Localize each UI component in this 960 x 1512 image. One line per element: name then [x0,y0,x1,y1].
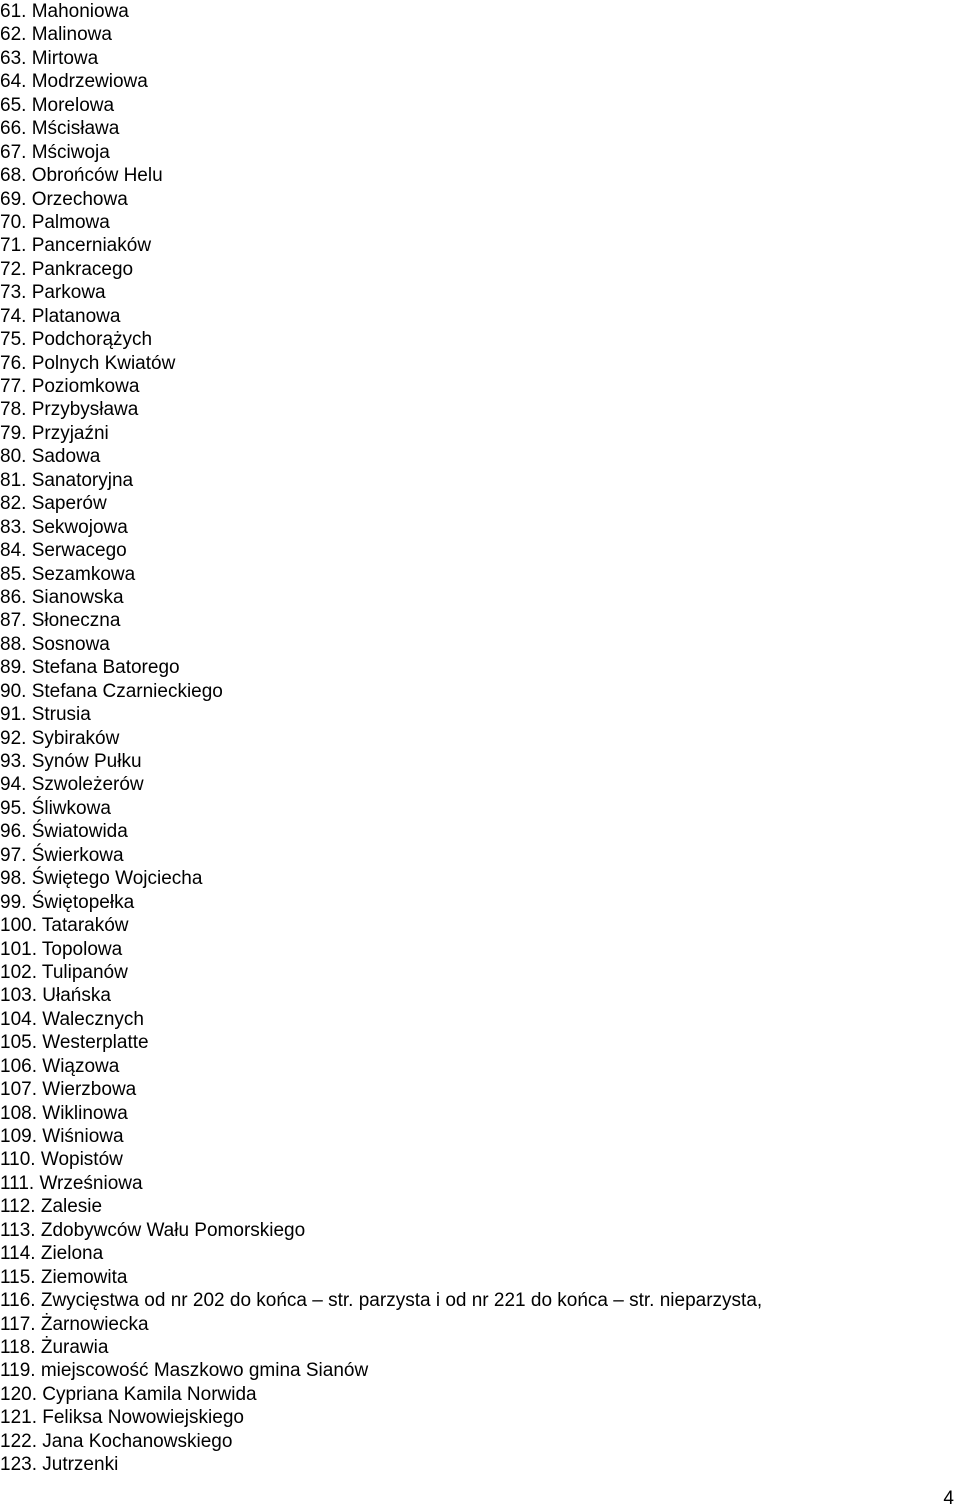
street-list-item: 88. Sosnowa [0,633,110,655]
street-list-item: 120. Cypriana Kamila Norwida [0,1383,257,1405]
street-list-item: 94. Szwoleżerów [0,774,144,796]
street-list-item: 111. Wrześniowa [0,1172,143,1194]
street-list-item: 113. Zdobywców Wału Pomorskiego [0,1219,306,1241]
street-list-item: 70. Palmowa [0,211,110,233]
street-list-item: 75. Podchorążych [0,329,153,351]
street-list-item: 84. Serwacego [0,540,127,562]
street-list-item: 123. Jutrzenki [0,1454,119,1476]
street-list-item: 92. Sybiraków [0,727,120,749]
street-list-item: 90. Stefana Czarnieckiego [0,680,223,702]
street-list-item: 69. Orzechowa [0,188,128,210]
street-list-item: 93. Synów Pułku [0,751,142,772]
street-list-item: 62. Malinowa [0,24,112,46]
street-list-item: 107. Wierzbowa [0,1079,137,1101]
street-list-item: 65. Morelowa [0,94,115,116]
street-list-item: 95. Śliwkowa [0,797,111,819]
street-list-item: 80. Sadowa [0,446,101,468]
street-list-item: 119. miejscowość Maszkowo gmina Sianów [0,1360,369,1382]
street-list-item: 72. Pankracego [0,258,134,280]
street-list-item: 117. Żarnowiecka [0,1313,149,1335]
street-list-item: 121. Feliksa Nowowiejskiego [0,1407,244,1429]
street-list-item: 100. Tataraków [0,915,129,937]
street-list-item: 118. Żurawia [0,1336,109,1358]
street-list-item: 73. Parkowa [0,282,106,304]
street-list-item: 106. Wiązowa [0,1055,120,1077]
street-list-item: 78. Przybysława [0,399,139,421]
street-list-item: 66. Mścisława [0,118,120,140]
street-list-item: 96. Światowida [0,821,128,843]
street-list-item: 98. Świętego Wojciecha [0,868,203,890]
street-list-item: 102. Tulipanów [0,961,128,983]
street-list-item: 86. Sianowska [0,586,124,608]
street-list-item: 104. Walecznych [0,1008,144,1030]
page-number: 4 [943,1488,954,1509]
street-list-item: 108. Wiklinowa [0,1102,128,1124]
street-list-item: 103. Ułańska [0,985,111,1007]
street-list-item: 122. Jana Kochanowskiego [0,1430,233,1452]
street-list-item: 97. Świerkowa [0,844,124,866]
street-list-item: 61. Mahoniowa [0,1,129,22]
street-list-item: 85. Sezamkowa [0,563,136,585]
street-list-item: 115. Ziemowita [0,1266,128,1288]
street-list-item: 114. Zielona [0,1243,104,1265]
street-list-item: 71. Pancerniaków [0,235,152,257]
street-list-item: 64. Modrzewiowa [0,71,148,93]
street-list-item: 91. Strusia [0,704,91,726]
street-list-item: 109. Wiśniowa [0,1126,124,1147]
street-list-item: 116. Zwycięstwa od nr 202 do końca – str. parzysta i od nr 221 do końca – str. nieparzysta, [0,1290,763,1312]
street-list-item: 89. Stefana Batorego [0,657,180,679]
street-list-item: 74. Platanowa [0,305,121,327]
street-list-item: 105. Westerplatte [0,1032,149,1054]
street-list-item: 67. Mściwoja [0,141,110,163]
street-list-item: 76. Polnych Kwiatów [0,352,176,374]
street-list-item: 81. Sanatoryjna [0,469,134,491]
street-list-item: 99. Świętopełka [0,891,135,913]
street-list-item: 110. Wopistów [0,1149,123,1171]
street-list-item: 101. Topolowa [0,938,123,960]
street-list-item: 82. Saperów [0,493,107,515]
street-list-item: 63. Mirtowa [0,47,99,69]
street-list-item: 87. Słoneczna [0,610,121,632]
street-list-item: 83. Sekwojowa [0,516,128,538]
street-list-item: 77. Poziomkowa [0,376,140,397]
street-list-item: 68. Obrońców Helu [0,165,163,187]
street-list-item: 112. Zalesie [0,1196,103,1218]
street-list-item: 79. Przyjaźni [0,422,109,444]
